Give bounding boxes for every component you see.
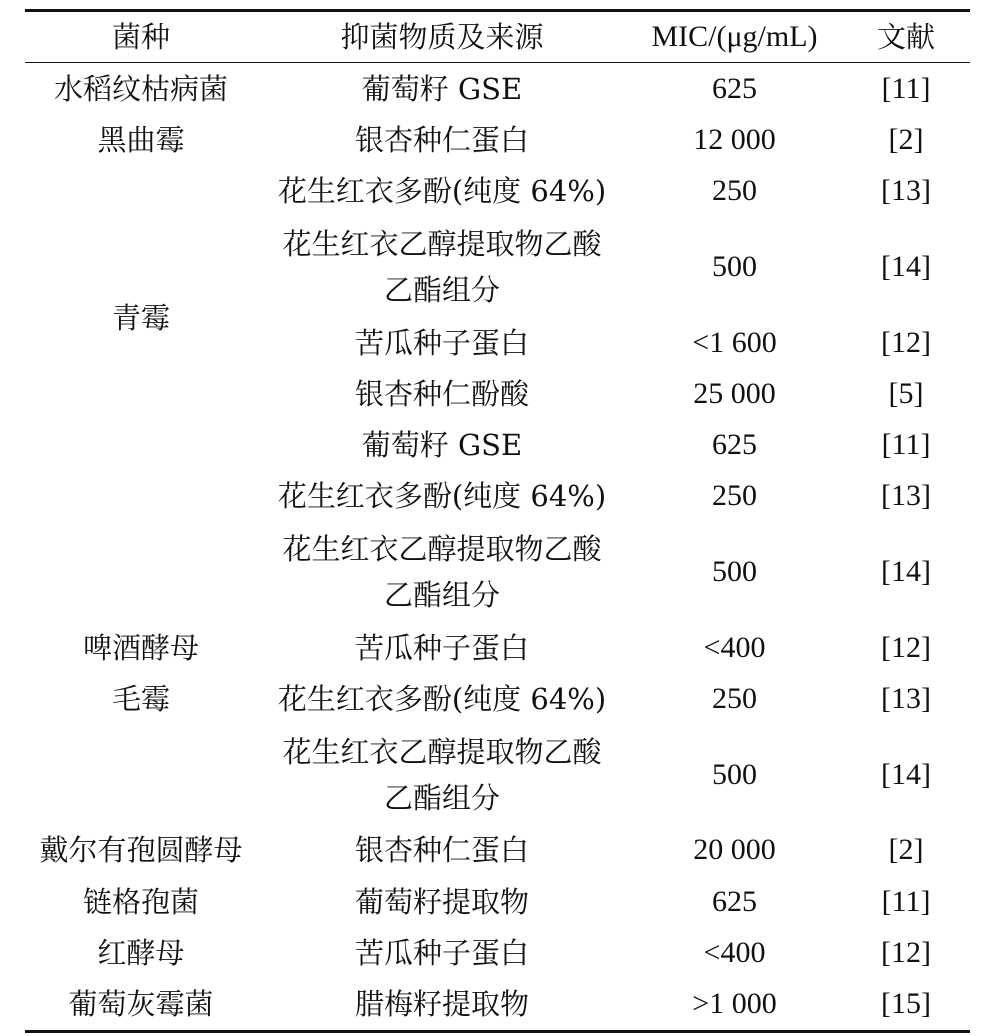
cell-mic: 500 xyxy=(712,757,757,791)
cell-substance: 花生红衣多酚(纯度 64%) xyxy=(277,174,607,209)
table-row xyxy=(25,876,970,927)
mic-table-container xyxy=(25,9,970,1033)
cell-ref: [12] xyxy=(881,630,931,664)
cell-ref: [13] xyxy=(881,479,931,513)
cell-substance-line2: 乙酯组分 xyxy=(383,780,500,815)
cell-substance: 银杏种仁蛋白 xyxy=(354,122,529,157)
cell-mic: 250 xyxy=(712,479,757,513)
header-strain: 菌种 xyxy=(111,20,170,54)
cell-ref: [14] xyxy=(881,555,931,589)
cell-substance: 腊梅籽提取物 xyxy=(354,987,529,1022)
cell-substance xyxy=(257,725,627,825)
cell-substance: 苦瓜种子蛋白 xyxy=(354,630,529,665)
cell-substance xyxy=(257,522,627,622)
table-row xyxy=(25,927,970,978)
cell-mic: 500 xyxy=(712,555,757,589)
header-ref: 文献 xyxy=(876,20,935,54)
cell-ref: [5] xyxy=(888,376,924,410)
cell-strain: 毛霉 xyxy=(111,682,170,717)
cell-strain: 啤酒酵母 xyxy=(82,630,199,665)
cell-strain xyxy=(25,725,257,825)
cell-mic: 625 xyxy=(712,884,757,918)
table-row xyxy=(25,622,970,673)
cell-mic: <400 xyxy=(703,630,766,664)
cell-mic: 12 000 xyxy=(693,122,776,156)
cell-ref: [13] xyxy=(881,174,931,208)
table-row xyxy=(25,63,970,115)
cell-substance-line2: 乙酯组分 xyxy=(383,578,500,613)
header-substance: 抑菌物质及来源 xyxy=(340,20,544,54)
cell-ref: [11] xyxy=(881,71,931,105)
cell-ref: [13] xyxy=(881,682,931,716)
cell-strain: 黑曲霉 xyxy=(97,122,185,157)
cell-substance-line1: 花生红衣乙醇提取物乙酸 xyxy=(282,532,602,567)
cell-substance: 银杏种仁蛋白 xyxy=(354,833,529,868)
cell-mic: 25 000 xyxy=(693,376,776,410)
cell-substance: 银杏种仁酚酸 xyxy=(354,376,529,411)
cell-strain: 青霉 xyxy=(111,301,170,336)
cell-ref: [2] xyxy=(888,122,924,156)
cell-mic: 250 xyxy=(712,174,757,208)
cell-ref: [15] xyxy=(881,987,931,1021)
cell-ref: [11] xyxy=(881,884,931,918)
table-row xyxy=(25,114,970,165)
cell-ref: [2] xyxy=(888,833,924,867)
cell-mic: >1 000 xyxy=(692,987,777,1021)
cell-ref: [14] xyxy=(881,757,931,791)
cell-ref: [12] xyxy=(881,325,931,359)
header-mic: MIC/(μg/mL) xyxy=(651,20,818,53)
cell-substance-line1: 花生红衣乙醇提取物乙酸 xyxy=(282,734,602,769)
cell-substance: 葡萄籽提取物 xyxy=(354,884,529,919)
cell-strain xyxy=(25,471,257,622)
cell-substance: 葡萄籽 GSE xyxy=(361,71,523,106)
cell-substance: 葡萄籽 GSE xyxy=(361,428,523,463)
cell-mic: 250 xyxy=(712,682,757,716)
table-row xyxy=(25,166,970,217)
table-row xyxy=(25,725,970,825)
cell-substance: 花生红衣多酚(纯度 64%) xyxy=(277,479,607,514)
cell-mic: 500 xyxy=(712,249,757,283)
table-row xyxy=(25,979,970,1032)
cell-strain: 链格孢菌 xyxy=(82,884,199,919)
table-row xyxy=(25,471,970,522)
cell-substance: 苦瓜种子蛋白 xyxy=(354,325,529,360)
table-row xyxy=(25,673,970,724)
cell-mic: 20 000 xyxy=(693,833,776,867)
cell-mic: <1 600 xyxy=(692,325,777,359)
cell-ref: [11] xyxy=(881,428,931,462)
cell-substance: 花生红衣多酚(纯度 64%) xyxy=(277,682,607,717)
cell-ref: [14] xyxy=(881,249,931,283)
cell-ref: [12] xyxy=(881,935,931,969)
cell-substance xyxy=(257,217,627,317)
cell-mic: 625 xyxy=(712,71,757,105)
cell-substance-line1: 花生红衣乙醇提取物乙酸 xyxy=(282,226,602,261)
cell-substance-line2: 乙酯组分 xyxy=(383,272,500,307)
cell-strain: 红酵母 xyxy=(97,935,185,970)
table-header-row xyxy=(25,11,970,63)
cell-mic: 625 xyxy=(712,428,757,462)
table-row xyxy=(25,825,970,876)
cell-mic: <400 xyxy=(703,935,766,969)
cell-strain: 戴尔有孢圆酵母 xyxy=(39,833,243,868)
cell-strain: 水稻纹枯病菌 xyxy=(53,71,228,106)
cell-substance: 苦瓜种子蛋白 xyxy=(354,935,529,970)
mic-table xyxy=(25,9,970,1033)
cell-strain: 葡萄灰霉菌 xyxy=(68,987,214,1022)
